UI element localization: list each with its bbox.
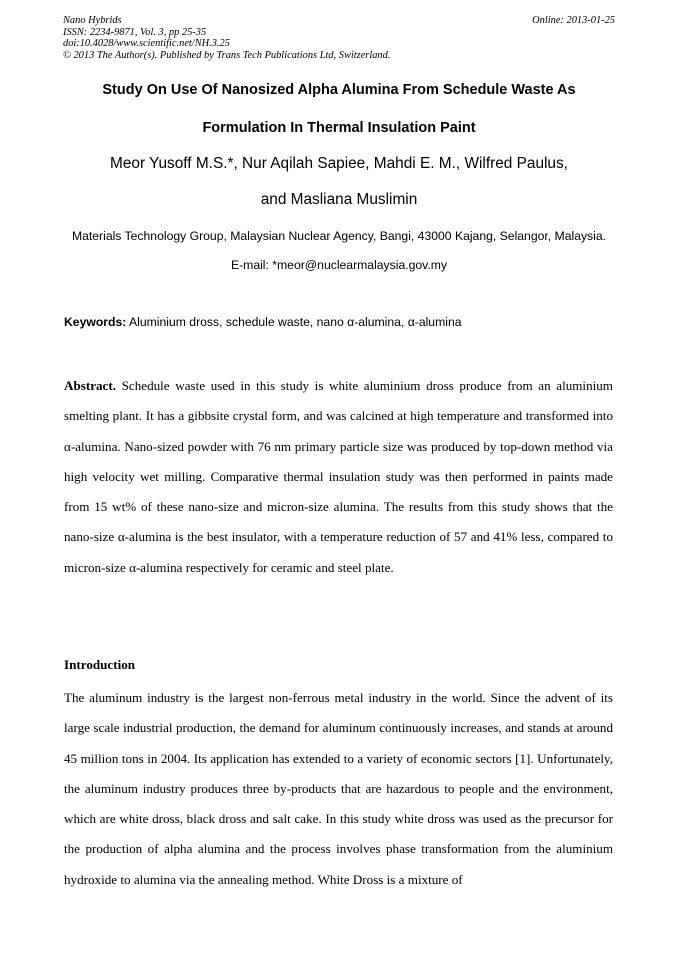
abstract-text: Schedule waste used in this study is white aluminium dross produce from an aluminium smelting plant. It has a gibbsite crystal form, and was calcined at high temperature and transformed into α-alumina. Nano-sized powder with 76 nm primary particle size was produced by top-down method via high velocity wet milling. Comparative thermal insulation study was then performed in paints made from 15 wt% of these nano-size and micron-size alumina. The results from this study shows that the nano-size α-alumina is the best insulator, with a temperature reduction of 57 and 41% less, compared to micron-size α-alumina respectively for ceramic and steel plate.: [64, 378, 613, 575]
online-date: Online: 2013-01-25: [532, 15, 615, 26]
email: E-mail: *meor@nuclearmalaysia.gov.my: [230, 258, 447, 272]
authors-line-2: and Masliana Muslimin: [260, 191, 418, 208]
abstract-label: Abstract.: [64, 378, 116, 393]
keywords: [64, 314, 624, 330]
keywords-label: Keywords:: [64, 315, 127, 329]
journal-name: Nano Hybrids: [63, 15, 122, 26]
paper-title-line-1: Study On Use Of Nanosized Alpha Alumina From Schedule Waste As: [102, 82, 576, 98]
journal-header: [63, 15, 615, 61]
journal-issn: ISSN: 2234-9871, Vol. 3, pp 25-35: [63, 26, 207, 38]
journal-doi: doi:10.4028/www.scientific.net/NH.3.25: [63, 38, 230, 49]
paper-title-line-2: Formulation In Thermal Insulation Paint: [202, 120, 476, 136]
keywords-text: Aluminium dross, schedule waste, nano α-alumina, α-alumina: [126, 315, 462, 329]
affiliation: Materials Technology Group, Malaysian Nuclear Agency, Bangi, 43000 Kajang, Selangor, Malaysia.: [71, 229, 607, 243]
authors-line-1: Meor Yusoff M.S.*, Nur Aqilah Sapiee, Mahdi E. M., Wilfred Paulus,: [110, 155, 568, 172]
abstract: [64, 371, 613, 583]
introduction-text: The aluminum industry is the largest non-ferrous metal industry in the world. Since the advent of its large scale industrial production, the demand for aluminum continuously increases, and stands at around 45 million tons in 2004. Its application has extended to a variety of economic sectors [1]. Unfortunately, the aluminum industry produces three by-products that are hazardous to people and the environment, which are white dross, black dross and salt cake. In this study white dross was used as the precursor for the production of alpha alumina and the process involves phase transformation from the aluminium hydroxide to alumina via the annealing method. White Dross is a mixture of: [64, 690, 613, 887]
introduction-heading: Introduction: [64, 657, 136, 672]
journal-copyright: © 2013 The Author(s). Published by Trans Tech Publications Ltd, Switzerland.: [63, 49, 391, 61]
